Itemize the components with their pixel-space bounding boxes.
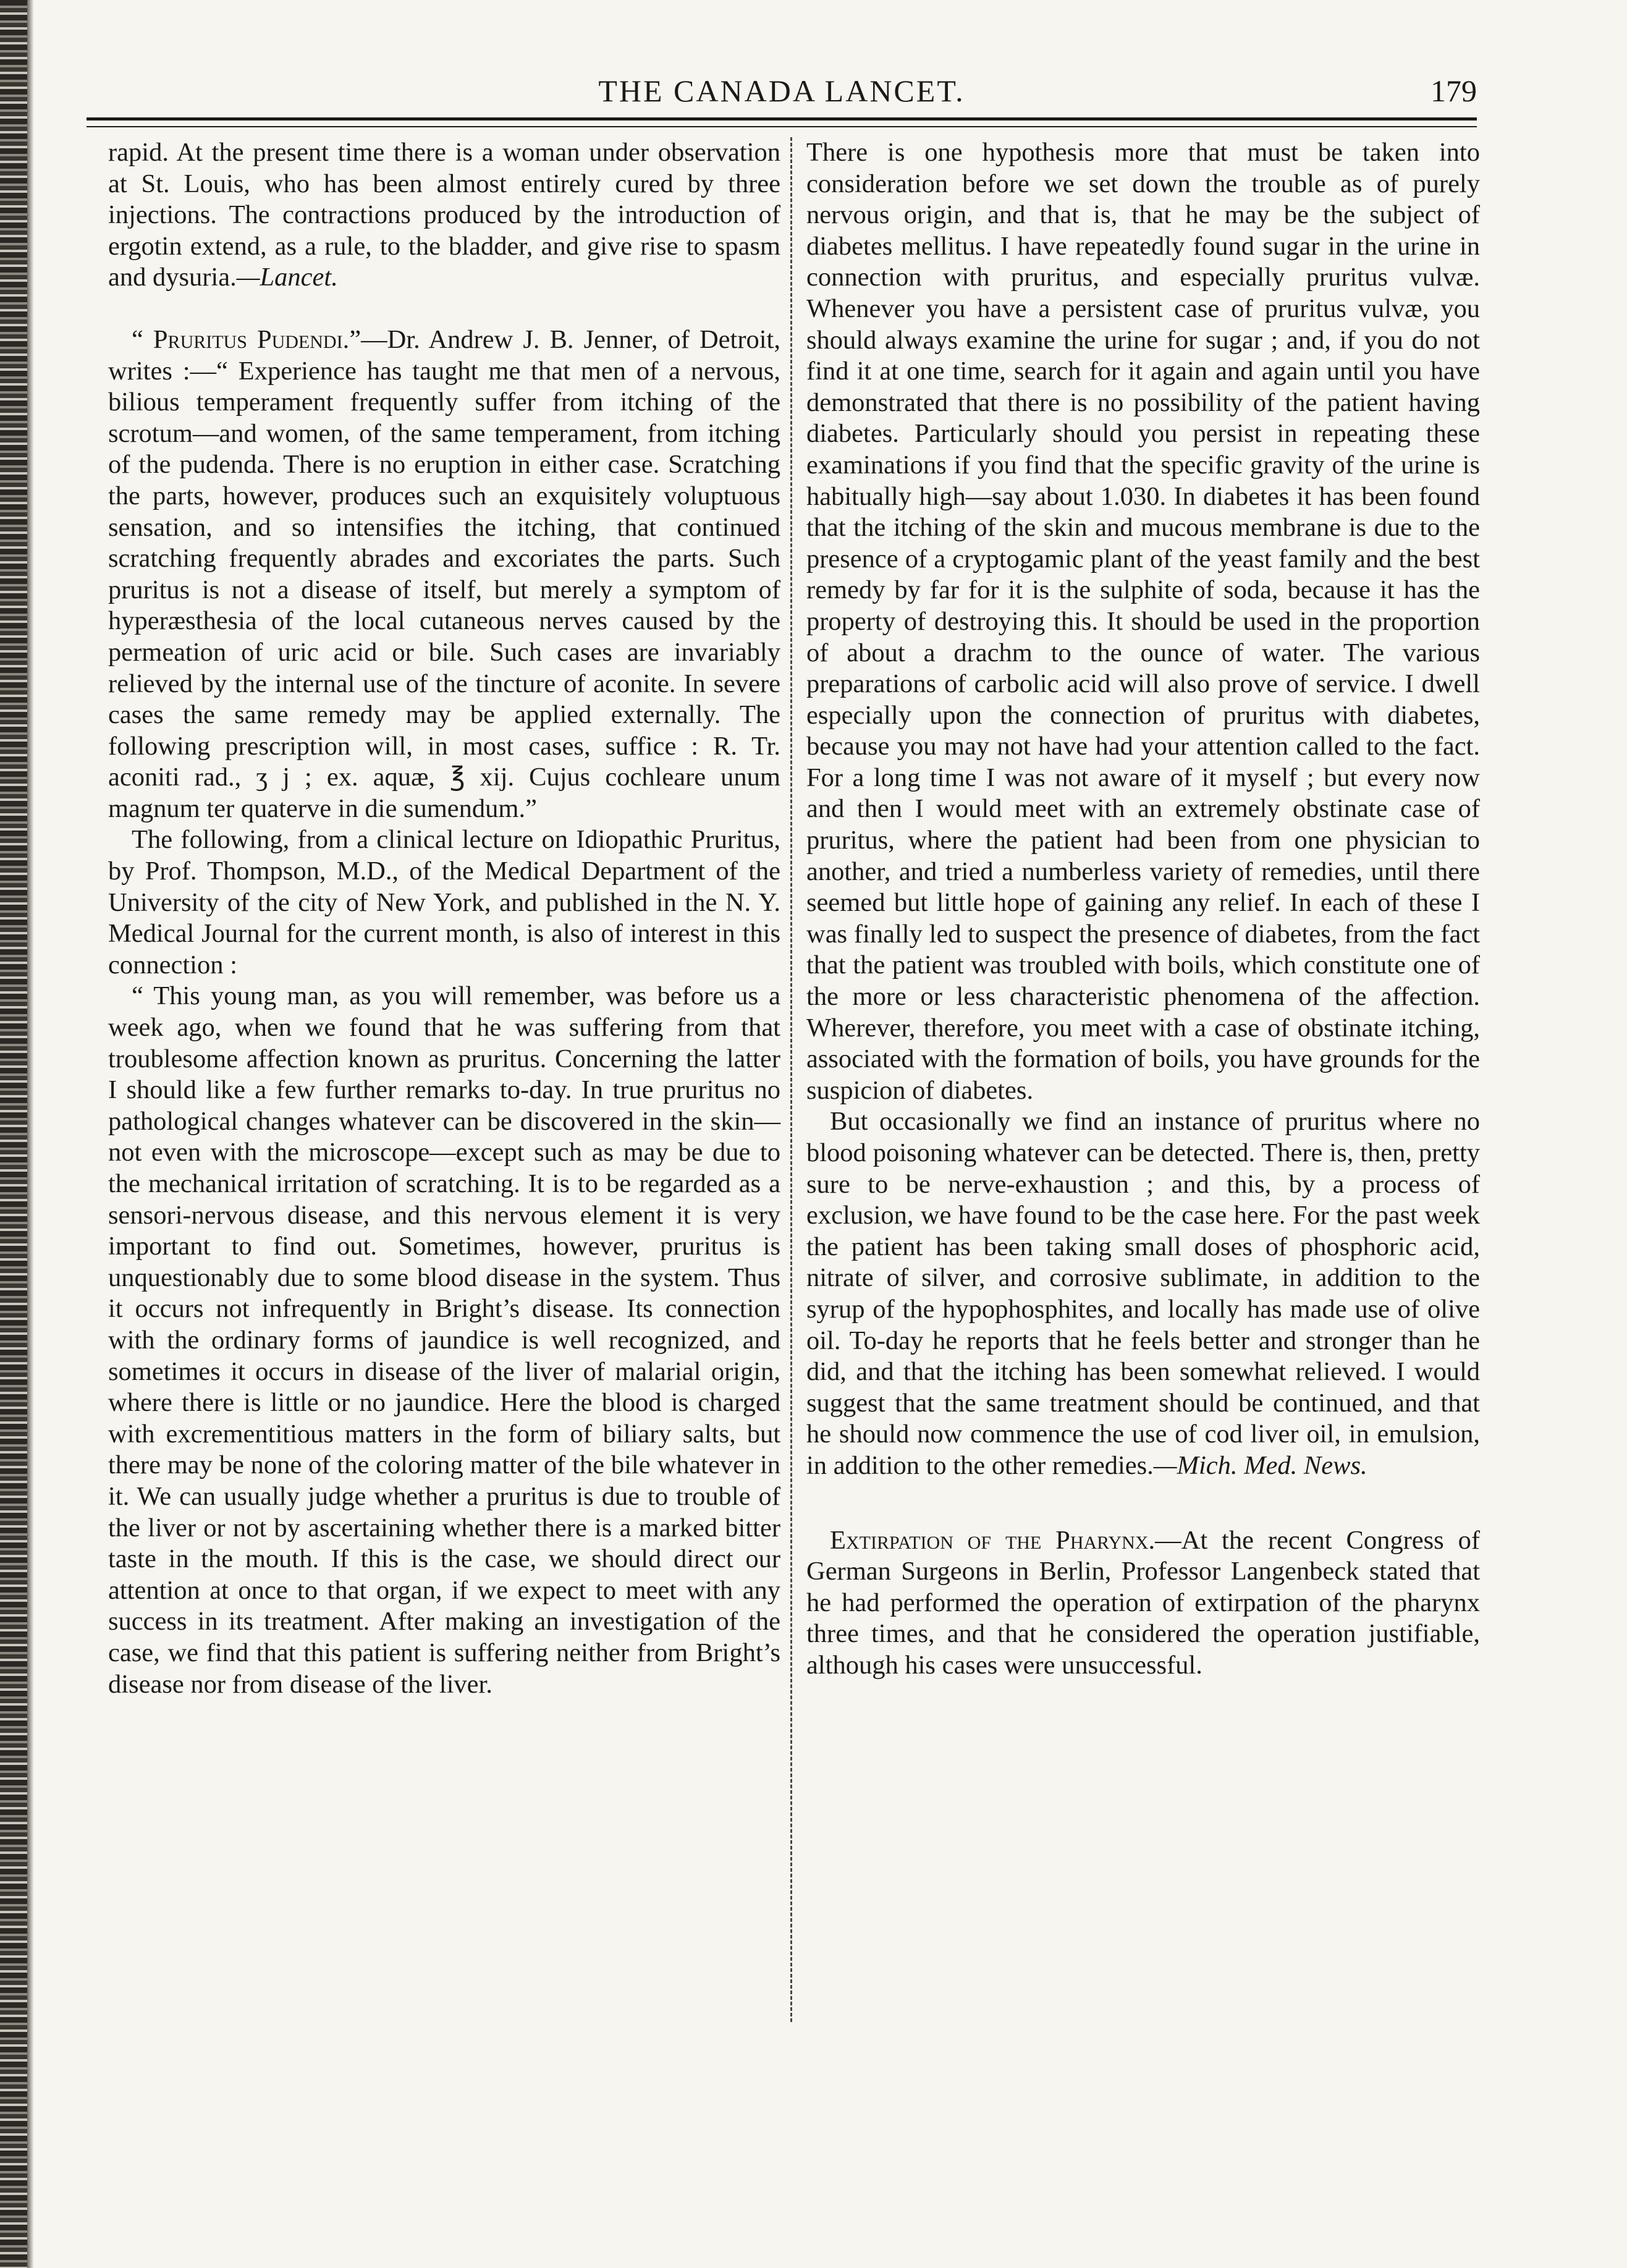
book-binding-edge [0,0,27,2268]
header-rule-thin [87,126,1477,127]
quote-open: “ [132,324,153,354]
paragraph: The following, from a clinical lecture on Idiopathic Pruritus, by Prof. Thompson, M.D., of the Medical Department of the University of the city of New York, and published in the N. Y. Medical Journal for the current month, is also of interest in this connection : [108,825,780,980]
paragraph [806,1106,1480,1481]
paragraph-text: But occasionally we find an instance of pruritus where no blood poisoning whatever can be detected. There is, then, pretty sure to be nerve-exhaustion ; and this, by a process of exclusion, we have found to be the case here. For the past week the patient has been taking small doses of phosphoric acid, nitrate of silver, and corrosive sublimate, in addition to the syrup of the hypophosphites, and locally has made use of olive oil. To-day he reports that he feels better and stronger than he did, and that the itching has been somewhat relieved. I would suggest that the same treatment should be continued, and that he should now commence the use of cod liver oil, in emulsion, in addition to the other remedies. [806,1107,1480,1480]
paragraph-text: ”—Dr. Andrew J. B. Jenner, of Detroit, writes :—“ Experience has taught me that men of a nervous, bilious temperament frequently suffer from itching of the scrotum—and women, of the same temperament, from itching of the pudenda. There is no eruption in either case. Scratching the parts, however, produces such an exquisitely voluptuous sensation, and so intensifies the itching, that continued scratching frequently abrades and excoriates the parts. Such pruritus is not a disease of itself, but merely a symptom of hyperæsthesia of the local cutaneous nerves caused by the permeation of uric acid or bile. Such cases are invariably relieved by the internal use of the tincture of aconite. In severe cases the same remedy may be applied externally. The following prescription will, in most cases, suffice : R. Tr. aconiti rad., ʒ j ; ex. aquæ, ℥ xij. Cujus cochleare unum magnum ter quaterve in die sumendum.” [108,324,780,823]
paragraph: “ This young man, as you will remember, was before us a week ago, when we found that he was suffering from that troublesome affection known as pruritus. Concerning the latter I should like a few further remarks to-day. In true pruritus no pathological changes whatever can be discovered in the skin—not even with the microscope—except such as may be due to the mechanical irritation of scratching. It is to be regarded as a sensori-nervous disease, and this nervous element it is very important to find out. Sometimes, however, pruritus is unquestionably due to some blood disease in the system. Thus it occurs not infrequently in Bright’s disease. Its connection with the ordinary forms of jaundice is well recognized, and sometimes it occurs in disease of the liver of malarial origin, where there is little or no jaundice. Here the blood is charged with excrementitious matters in the form of biliary salts, but there may be none of the coloring matter of the bile whatever in it. We can usually judge whether a pruritus is due to trouble of the liver or not by ascertaining whether there is a marked bitter taste in the mouth. If this is the case, we should direct our attention at once to that organ, if we expect to meet with any success in its treatment. After making an investigation of the case, we find that this patient is suffering neither from Bright’s disease nor from disease of the liver. [108,981,780,1699]
paragraph: There is one hypothesis more that must be taken into consideration before we set down the trouble as of purely nervous origin, and that is, that he may be the subject of diabetes mellitus. I have repeatedly found sugar in the urine in connection with pruritus, and especially pruritus vulvæ. Whenever you have a persistent case of pruritus vulvæ, you should always examine the urine for sugar ; and, if you do not find it at one time, search for it again and again until you have demonstrated that there is no possibility of the patient having diabetes. Particularly should you persist in repeating these examinations if you find that the specific gravity of the urine is habitually high—say about 1.030. In diabetes it has been found that the itching of the skin and mucous membrane is due to the presence of a cryptogamic plant of the yeast family and the best remedy by far for it is the sulphite of soda, because it has the property of destroying this. It should be used in the proportion of about a drachm to the ounce of water. The various preparations of carbolic acid will also prove of service. I dwell especially upon the connection of pruritus with diabetes, because you may not have had your attention called to the fact. For a long time I was not aware of it myself ; but every now and then I would meet with an extremely obstinate case of pruritus, where the patient had been from one physician to another, and tried a numberless variety of remedies, until there seemed but little hope of gaining any relief. In each of these I was finally led to suspect the presence of diabetes, from the fact that the patient was troubled with boils, which constitute one of the more or less characteristic phenomena of the affection. Wherever, therefore, you meet with a case of obstinate itching, associated with the formation of boils, you have grounds for the suspicion of diabetes. [806,138,1480,1105]
paragraph-text: —At the recent Congress of German Surgeons in Berlin, Professor Langenbeck stated that he had performed the operation of extirpation of the pharynx three times, and that he considered the operation justifiable, although his cases were unsuccessful. [806,1525,1480,1680]
paragraph [108,324,780,825]
section-heading: Pruritus Pudendi. [153,324,350,354]
paragraph-text: rapid. At the present time there is a woman under observation at St. Louis, who has been almost entirely cured by three injections. The contractions produced by the introduction of ergotin extend, as a rule, to the bladder, and give rise to spasm and dysuria. [108,138,780,292]
column-divider [790,137,792,2022]
paragraph [806,1525,1480,1682]
section-heading: Extirpation of the Pharynx. [830,1525,1156,1555]
source-citation: —Lancet. [236,263,338,292]
paragraph [108,137,780,294]
right-column [806,137,1480,1682]
page-header [87,73,1477,122]
source-citation: —Mich. Med. News. [1153,1450,1367,1480]
binding-shadow [27,0,33,2268]
running-title: THE CANADA LANCET. [598,74,965,108]
page-number: 179 [1430,74,1477,108]
header-rule-thick [87,117,1477,121]
left-column [108,137,780,1700]
